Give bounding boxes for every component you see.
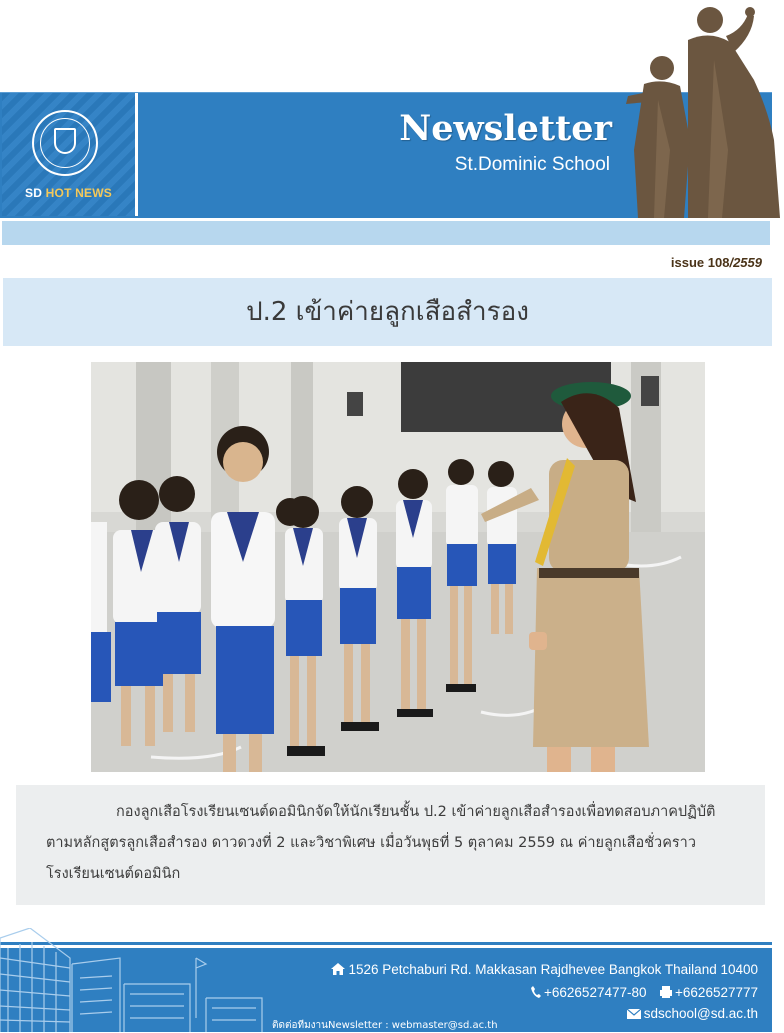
scout-camp-photo — [91, 362, 705, 772]
footer-fax-text: +6626527777 — [675, 985, 758, 1000]
logo-label — [2, 186, 135, 200]
footer-phone — [531, 985, 758, 1000]
issue-word: issue — [670, 255, 705, 270]
article-title: ป.2 เข้าค่ายลูกเสือสำรอง — [246, 297, 529, 327]
footer-email[interactable] — [627, 1006, 758, 1021]
issue-year: /2559 — [729, 255, 762, 270]
home-icon — [331, 963, 345, 975]
statue-illustration — [618, 0, 784, 218]
article-photo — [91, 362, 705, 772]
phone-icon — [531, 986, 541, 998]
issue-label — [671, 255, 762, 270]
paragraph-line-1-text: กองลูกเสือโรงเรียนเซนต์ดอมินิกจัดให้นักเรียนชั้น ป.2 เข้าค่ายลูกเสือสำรองเพื่อทดสอบภาคปฏิบัติ — [116, 804, 716, 820]
newsletter-subtitle: St.Dominic School — [454, 154, 610, 175]
shield-icon — [54, 128, 76, 154]
paragraph-line-2: ตามหลักสูตรลูกเสือสำรอง ดาวดวงที่ 2 และวิชาพิเศษ เมื่อวันพุธที่ 5 ตุลาคม 2559 ณ ค่ายลูกเสือชั่วคราว — [46, 835, 696, 851]
issue-number: 108 — [707, 255, 730, 270]
article-paragraph — [46, 797, 746, 890]
footer-address — [331, 962, 758, 977]
footer-email-text[interactable]: sdschool@sd.ac.th — [643, 1006, 758, 1021]
logo-label-sd: SD — [25, 186, 43, 200]
fax-icon — [660, 986, 672, 998]
footer-phone-text: +6626527477-80 — [544, 985, 647, 1000]
header-sub-band — [2, 221, 770, 245]
logo-label-hot-news: HOT NEWS — [45, 186, 112, 200]
paragraph-line-3: โรงเรียนเซนต์ดอมินิก — [46, 866, 181, 882]
school-buildings-illustration — [0, 928, 270, 1032]
mail-icon — [627, 1009, 641, 1019]
paragraph-line-1 — [46, 797, 746, 828]
footer-contact: ติดต่อทีมงานNewsletter : webmaster@sd.ac.th — [272, 1020, 498, 1031]
newsletter-title: Newsletter — [399, 108, 612, 149]
footer-address-text: 1526 Petchaburi Rd. Makkasan Rajdhevee Bangkok Thailand 10400 — [348, 962, 758, 977]
